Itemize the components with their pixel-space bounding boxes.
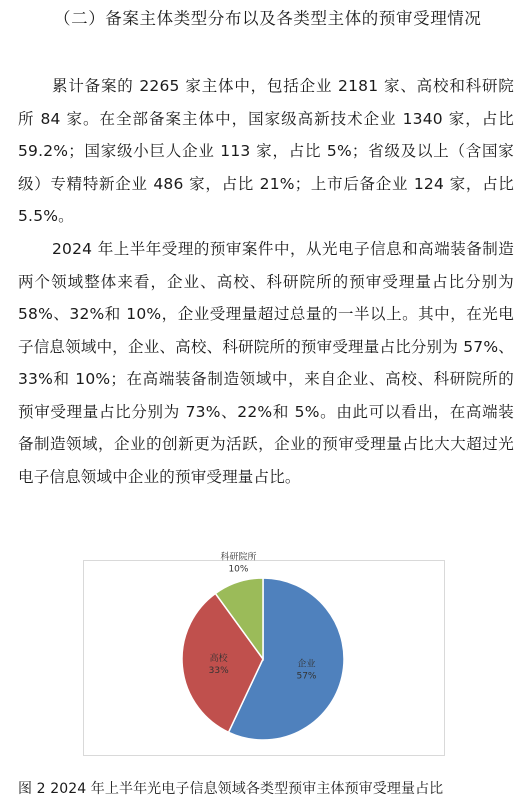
pie-slice-label-3: 科研院所 [220,552,257,563]
pie-slice-label-1: 企业 [297,659,316,670]
pie-slice-value-1: 57% [296,671,317,682]
figure-caption: 图 2 2024 年上半年光电子信息领域各类型预审主体预审受理量占比 [18,781,444,797]
paragraph-registration-summary: 累计备案的 2265 家主体中，包括企业 2181 家、高校和科研院所 84 家。在全部备案主体中，国家级高新技术企业 1340 家，占比 59.2%；国家级小巨人企业 113 家，占比 5%；省级及以上（含国家级）专精特新企业 486 家，占比 21%；上市后备企业 124 家，占比 5.5%。 [18,77,514,225]
paragraph-review-acceptance: 2024 年上半年受理的预审案件中，从光电子信息和高端装备制造两个领域整体来看，企业、高校、科研院所的预审受理量占比分别为 58%、32%和 10%，企业受理量超过总量的一半以上。其中，在光电子信息领域中，企业、高校、科研院所的预审受理量占比分别为 57%、33%和 10%；在高端装备制造领域中，来自企业、高校、科研院所的预审受理量占比分别为 73%、22%和 5%。由此可以看出，在高端装备制造领域，企业的创新更为活跃，企业的预审受理量占比大大超过光电子信息领域中企业的预审受理量占比。 [18,240,514,486]
pie-slice-label-2: 高校 [209,654,228,665]
pie-chart-frame [83,552,445,756]
pie-slice-value-3: 10% [228,564,249,575]
section-heading: （二）备案主体类型分布以及各类型主体的预审受理情况 [54,9,482,28]
pie-slice-value-2: 33% [208,666,229,677]
pie-chart [84,552,446,757]
